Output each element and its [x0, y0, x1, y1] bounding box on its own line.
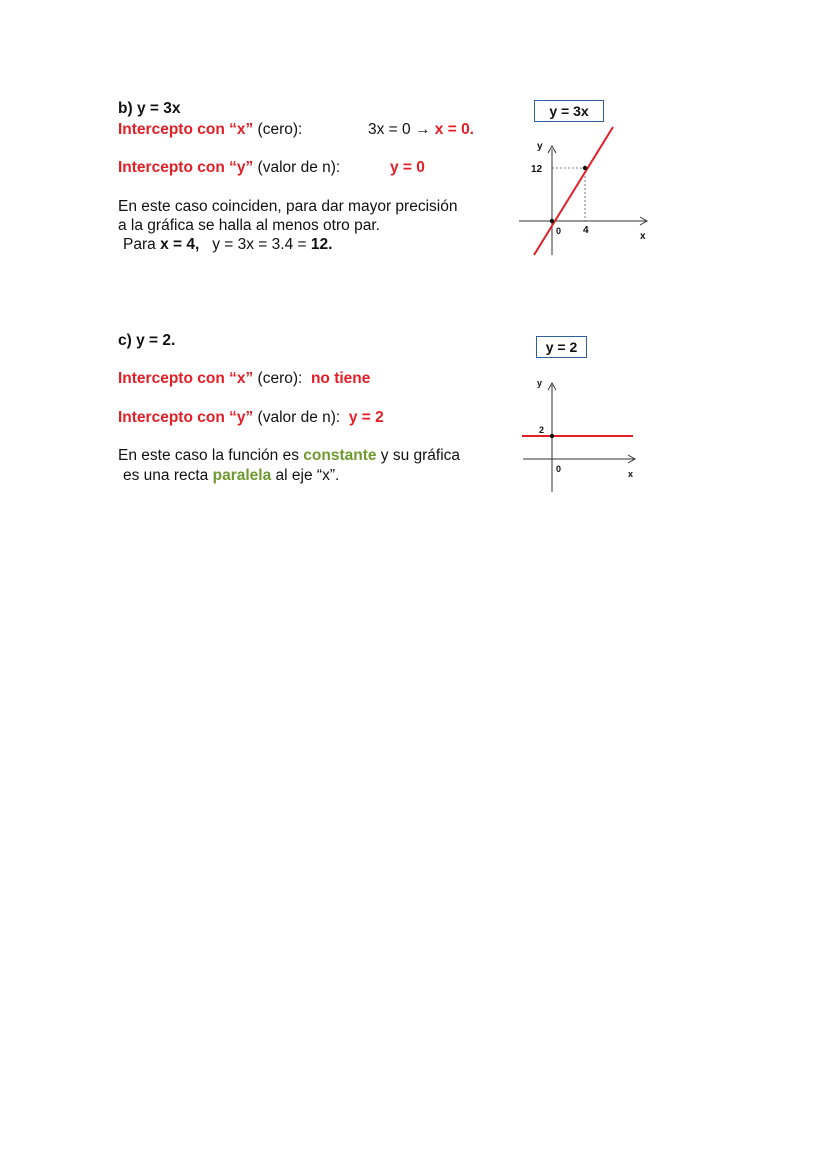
graph-b-origin-label: 0	[556, 226, 562, 236]
graph-b-point-origin	[550, 219, 554, 223]
graph-b-x-label: x	[640, 231, 646, 242]
para-text: es una recta	[123, 467, 209, 484]
para-text: En este caso la función es	[118, 447, 299, 464]
graph-c-label-box: y = 2	[536, 336, 587, 358]
y-intercept-heading: Intercepto con “y”	[118, 159, 254, 176]
section-c-equation: y = 2.	[136, 332, 176, 349]
graph-b-point-4-12	[583, 166, 587, 170]
section-c-x-intercept	[118, 370, 370, 388]
graph-c-point-0-2	[550, 434, 554, 438]
graph-b-y-label: y	[537, 141, 543, 152]
para-constante: constante	[303, 447, 377, 464]
x-intercept-heading: Intercepto con “x”	[118, 370, 254, 387]
section-b-y-intercept-result: y = 0	[390, 159, 425, 176]
graph-b	[515, 135, 655, 265]
graph-c-y-label: y	[537, 378, 543, 388]
graph-b-tick-12: 12	[531, 164, 543, 175]
x-intercept-heading: Intercepto con “x”	[118, 121, 254, 138]
section-c-paragraph-line-2	[123, 467, 339, 485]
section-b-equation: y = 3x	[136, 100, 181, 117]
section-c-title	[118, 332, 175, 350]
section-c-paragraph-line-1	[118, 447, 460, 465]
x-intercept-result: x = 0.	[434, 121, 474, 138]
section-b-letter: b)	[118, 100, 133, 117]
section-b-x-intercept-calc	[368, 121, 474, 139]
section-c-y-intercept	[118, 409, 384, 427]
graph-b-label-box: y = 3x	[534, 100, 604, 122]
y-intercept-paren: (valor de n):	[257, 409, 341, 426]
x-intercept-paren: (cero):	[257, 121, 303, 138]
para-text-end: al eje “x”.	[275, 467, 340, 484]
para-text: Para	[123, 236, 156, 253]
graph-c-tick-2: 2	[539, 425, 545, 435]
section-b-title	[118, 100, 180, 118]
para-x-value: x = 4,	[160, 236, 200, 253]
x-intercept-result: no tiene	[310, 370, 371, 387]
section-c-letter: c)	[118, 332, 132, 349]
para-paralela: paralela	[212, 467, 272, 484]
section-b-paragraph-line-3	[123, 236, 332, 254]
y-intercept-paren: (valor de n):	[257, 159, 341, 176]
graph-c	[515, 372, 645, 497]
x-intercept-equation: 3x = 0 →	[368, 121, 431, 138]
x-intercept-paren: (cero):	[257, 370, 303, 387]
section-b-y-intercept-label	[118, 159, 340, 177]
section-b-paragraph-line-1: En este caso coinciden, para dar mayor precisión	[118, 198, 458, 215]
section-b-paragraph-line-2: a la gráfica se halla al menos otro par.	[118, 217, 380, 234]
graph-b-function-line	[534, 127, 613, 255]
graph-c-x-label: x	[628, 469, 634, 479]
y-intercept-heading: Intercepto con “y”	[118, 409, 254, 426]
graph-c-origin-label: 0	[556, 464, 562, 474]
graph-b-tick-4: 4	[583, 225, 589, 236]
para-calc: y = 3x = 3.4 =	[212, 236, 307, 253]
section-b-x-intercept-label	[118, 121, 302, 139]
para-y-value: 12.	[310, 236, 333, 253]
para-text-end: y su gráfica	[380, 447, 461, 464]
y-intercept-result: y = 2	[348, 409, 384, 426]
